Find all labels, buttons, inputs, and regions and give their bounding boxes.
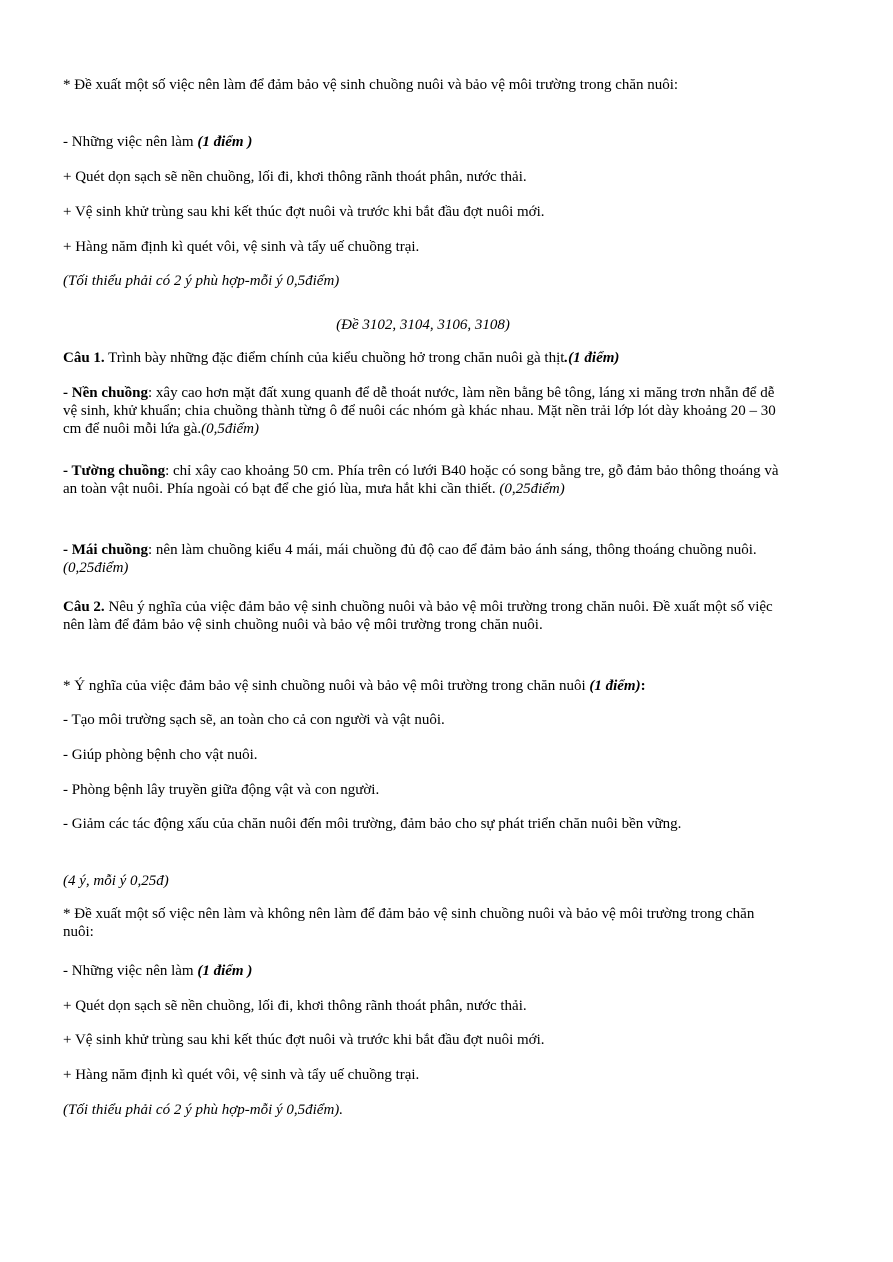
list-item: - Giảm các tác động xấu của chăn nuôi đến môi trường, đảm bảo cho sự phát triển chăn nuôi bền vững.	[63, 816, 682, 832]
exam-codes: (Đề 3102, 3104, 3106, 3108)	[336, 317, 510, 333]
should-do-label: - Những việc nên làm	[63, 134, 198, 150]
list-item: - Phòng bệnh lây truyền giữa động vật và con người.	[63, 782, 380, 798]
wall-paragraph: - Tường chuồng: chỉ xây cao khoảng 50 cm. Phía trên có lưới B40 hoặc có song bằng tre, gỗ đảm bảo thông thoáng và an toàn vật nuôi. Phía ngoài có bạt để che gió lùa, mưa hắt khi cần thiết. (0,25điểm)	[63, 463, 779, 497]
question-2-text: Nêu ý nghĩa của việc đảm bảo vệ sinh chuồng nuôi và bảo vệ môi trường trong chăn nuôi. Đề xuất một số việc nên làm để đảm bảo vệ sinh chuồng nuôi và bảo vệ môi trường trong chăn nuôi.	[63, 599, 773, 633]
should-do-heading: - Những việc nên làm (1 điểm )	[63, 963, 253, 979]
question-1-label: Câu 1.	[63, 350, 105, 366]
list-item: + Vệ sinh khử trùng sau khi kết thúc đợt nuôi và trước khi bắt đầu đợt nuôi mới.	[63, 1032, 545, 1048]
list-item: - Tạo môi trường sạch sẽ, an toàn cho cả con người và vật nuôi.	[63, 712, 445, 728]
should-do-heading	[63, 133, 783, 151]
list-item: + Vệ sinh khử trùng sau khi kết thúc đợt nuôi và trước khi bắt đầu đợt nuôi mới.	[63, 204, 545, 220]
should-do-points: (1 điểm )	[197, 134, 253, 150]
scoring-note: (Tối thiểu phải có 2 ý phù hợp-mỗi ý 0,5điểm).	[63, 1102, 344, 1118]
propose-paragraph: * Đề xuất một số việc nên làm và không nên làm để đảm bảo vệ sinh chuồng nuôi và bảo vệ môi trường trong chăn nuôi:	[63, 906, 755, 940]
list-item: + Hàng năm định kì quét vôi, vệ sinh và tẩy uế chuồng trại.	[63, 239, 420, 255]
scoring-note: (4 ý, mỗi ý 0,25đ)	[63, 873, 169, 889]
floor-paragraph: - Nền chuồng: xây cao hơn mặt đất xung quanh để dễ thoát nước, làm nền bằng bê tông, láng xi măng trơn nhẵn để dễ vệ sinh, khử khuẩn; chia chuồng thành từng ô để nuôi các nhóm gà khác nhau. Mặt nền trải lớp lót dày khoảng 20 – 30 cm để nuôi mỗi lứa gà.(0,5điểm)	[63, 385, 776, 437]
intro-text: * Đề xuất một số việc nên làm để đảm bảo vệ sinh chuồng nuôi và bảo vệ môi trường trong chăn nuôi:	[63, 77, 679, 93]
question-1	[63, 349, 783, 367]
intro-paragraph	[63, 76, 783, 94]
scoring-note: (Tối thiểu phải có 2 ý phù hợp-mỗi ý 0,5điểm)	[63, 273, 340, 289]
question-2-label: Câu 2.	[63, 599, 105, 615]
question-1-points: .(1 điểm)	[564, 350, 620, 366]
question-1-text: Trình bày những đặc điểm chính của kiểu chuồng hở trong chăn nuôi gà thịt	[104, 350, 565, 366]
list-item: + Quét dọn sạch sẽ nền chuồng, lối đi, khơi thông rãnh thoát phân, nước thải.	[63, 169, 527, 185]
meaning-heading: * Ý nghĩa của việc đảm bảo vệ sinh chuồng nuôi và bảo vệ môi trường trong chăn nuôi (1 điểm):	[63, 678, 646, 694]
question-2	[63, 598, 783, 634]
roof-paragraph: - Mái chuồng: nên làm chuồng kiểu 4 mái, mái chuồng đủ độ cao để đảm bảo ánh sáng, thông thoáng chuồng nuôi. (0,25điểm)	[63, 542, 757, 576]
list-item: - Giúp phòng bệnh cho vật nuôi.	[63, 747, 258, 763]
list-item: + Hàng năm định kì quét vôi, vệ sinh và tẩy uế chuồng trại.	[63, 1067, 420, 1083]
list-item: + Quét dọn sạch sẽ nền chuồng, lối đi, khơi thông rãnh thoát phân, nước thải.	[63, 998, 527, 1014]
